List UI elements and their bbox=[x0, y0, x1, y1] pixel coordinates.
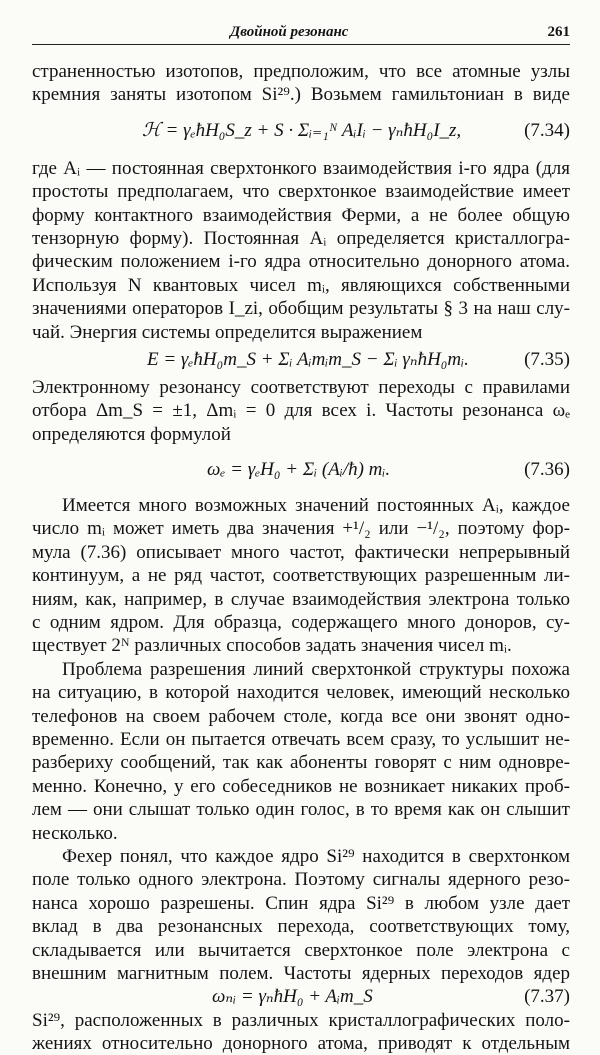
text-line: кремния заняты изотопом Si²⁹.) Возьмем гамильтониан в виде bbox=[32, 84, 570, 106]
equation-number: (7.34) bbox=[524, 119, 570, 141]
text-line: определяются формулой bbox=[32, 423, 231, 445]
text-line: разбериху сообщений, так как абоненты говорят с ним одновре- bbox=[32, 752, 570, 774]
text-line: с одним ядром. Для образца, содержащего много доноров, су- bbox=[32, 612, 570, 634]
text-line: значениями операторов I_zi, обобщим результаты § 3 на наш слу- bbox=[32, 298, 570, 320]
text-line: Фехер понял, что каждое ядро Si²⁹ находится в сверхтонком bbox=[62, 845, 570, 867]
text-line: число mᵢ может иметь два значения +¹/₂ или −¹/₂, поэтому фор- bbox=[32, 518, 570, 540]
paragraph bbox=[32, 157, 570, 344]
text-line: фическим положением i-го ядра относительно донорного атома. bbox=[32, 251, 570, 273]
text-line: ществует 2ᴺ различных способов задать значения чисел mᵢ. bbox=[32, 635, 512, 657]
equation bbox=[32, 107, 570, 157]
text-line: чай. Энергия системы определится выражением bbox=[32, 321, 423, 343]
text-line: ниям, как, например, в случае взаимодействия электрона только bbox=[32, 588, 570, 610]
text-line: временно. Если он пытается отвечать всем сразу, то услышит не- bbox=[32, 728, 570, 750]
text-line: Используя N квантовых чисел mᵢ, являющихся собственными bbox=[32, 274, 570, 296]
paragraph bbox=[32, 658, 570, 845]
text-line: континуум, а не ряд частот, соответствующих разрешенным ли- bbox=[32, 565, 570, 587]
text-line: Имеется много возможных значений постоянных Aᵢ, каждое bbox=[62, 495, 570, 517]
text-line: на ситуацию, в которой находится человек, имеющий несколько bbox=[32, 682, 570, 704]
text-line: телефонов на своем рабочем столе, когда все они звонят одно- bbox=[32, 705, 570, 727]
equation-expression: ℋ = γₑħH₀S_z + S · Σᵢ₌₁ᴺ AᵢIᵢ − γₙħH₀I_z, bbox=[142, 119, 462, 141]
text-line: отбора Δm_S = ±1, Δmᵢ = 0 для всех i. Частоты резонанса ωₑ bbox=[32, 400, 570, 422]
paragraph bbox=[32, 60, 570, 107]
paragraph bbox=[32, 1009, 570, 1055]
text-line: лем — они слышат только один голос, в то время как он слышит bbox=[32, 799, 570, 821]
equation bbox=[32, 446, 570, 494]
text-line: жениях относительно донорного атома, приводят к отдельным bbox=[32, 1033, 570, 1055]
text-line: внешним магнитным полем. Частоты ядерных переходов ядер bbox=[32, 962, 570, 984]
running-header bbox=[32, 20, 570, 45]
text-line: Si²⁹, расположенных в различных кристаллографических поло- bbox=[32, 1009, 570, 1031]
equation-number: (7.35) bbox=[524, 348, 570, 370]
equation-number: (7.37) bbox=[524, 986, 570, 1008]
text-line: где Aᵢ — постоянная сверхтонкого взаимодействия i-го ядра (для bbox=[32, 157, 570, 179]
text-line: страненностью изотопов, предположим, что все атомные узлы bbox=[32, 61, 570, 82]
text-line: менно. Конечно, у его собеседников не возникает никаких проб- bbox=[32, 775, 570, 797]
equation-expression: E = γₑħH₀m_S + Σᵢ Aᵢmᵢm_S − Σᵢ γₙħH₀mᵢ. bbox=[147, 348, 469, 370]
equation bbox=[32, 344, 570, 376]
page-body bbox=[32, 60, 570, 1055]
equation-expression: ωₑ = γₑH₀ + Σᵢ (Aᵢ/ħ) mᵢ. bbox=[207, 459, 391, 481]
paragraph bbox=[32, 494, 570, 658]
text-line: складывается или вычитается сверхтонкое поле электрона с bbox=[32, 939, 570, 961]
text-line: форму контактного взаимодействия Ферми, а не более общую bbox=[32, 204, 570, 226]
text-line: вклад в два резонансных перехода, соответствующих тому, bbox=[32, 916, 570, 938]
text-line: нанса хорошо разрешены. Спин ядра Si²⁹ в любом узле дает bbox=[32, 892, 570, 914]
paragraph bbox=[32, 845, 570, 985]
text-line: поле только одного электрона. Поэтому сигналы ядерного резо- bbox=[32, 869, 570, 891]
text-line: несколько. bbox=[32, 822, 118, 844]
running-title: Двойной резонанс bbox=[230, 24, 349, 40]
text-line: Проблема разрешения линий сверхтонкой структуры похожа bbox=[62, 658, 570, 680]
equation-expression: ωₙᵢ = γₙħH₀ + Aᵢm_S bbox=[212, 986, 373, 1008]
text-line: мула (7.36) описывает много частот, фактически непрерывный bbox=[32, 541, 570, 563]
text-line: тензорную форму). Постоянная Aᵢ определяется кристаллогра- bbox=[32, 227, 570, 249]
equation bbox=[32, 985, 570, 1008]
page-number: 261 bbox=[547, 24, 570, 40]
text-line: простоты предполагаем, что сверхтонкое взаимодействие имеет bbox=[32, 181, 570, 203]
text-line: Электронному резонансу соответствуют переходы с правилами bbox=[32, 376, 570, 398]
equation-number: (7.36) bbox=[524, 459, 570, 481]
paragraph bbox=[32, 376, 570, 446]
